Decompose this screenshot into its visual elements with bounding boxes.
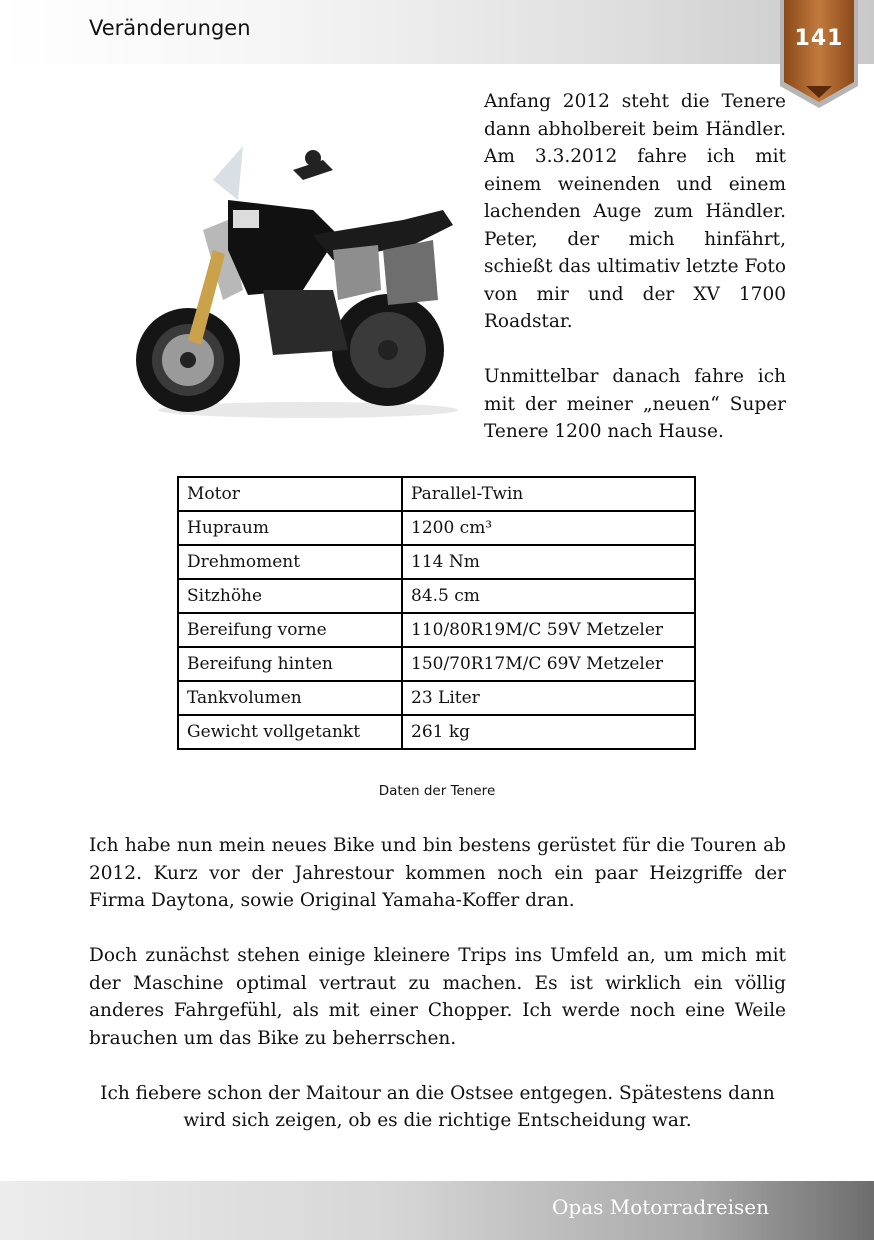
spec-label: Gewicht vollgetankt [178,715,402,749]
intro-paragraph: Anfang 2012 steht die Tenere dann abholbereit beim Händler. Am 3.3.2012 fahre ich mit einem weinenden und einem lachenden Auge zum Händler. Peter, der mich hinfährt, schießt das ultimativ letzte Foto von mir und der XV 1700 Roadstar. [484,91,786,332]
body-paragraph: Doch zunächst stehen einige kleinere Trips ins Umfeld an, um mich mit der Maschine optimal vertraut zu machen. Es ist wirklich ein völlig anderes Fahrgefühl, als mit einer Chopper. Ich werde noch eine Weile brauchen um das Bike zu beherrschen. [89,945,786,1049]
book-title: Opas Motorradreisen [552,1195,769,1219]
table-row [178,511,695,545]
page-number-tab [780,0,858,112]
spec-value: 110/80R19M/C 59V Metzeler [402,613,695,647]
intro-text [484,88,786,473]
spec-label: Sitzhöhe [178,579,402,613]
table-row [178,715,695,749]
table-row [178,647,695,681]
table-row [178,477,695,511]
spec-value: 261 kg [402,715,695,749]
intro-paragraph: Unmittelbar danach fahre ich mit der meiner „neuen“ Super Tenere 1200 nach Hause. [484,366,786,442]
spec-value: 1200 cm³ [402,511,695,545]
spec-value: 84.5 cm [402,579,695,613]
table-row [178,545,695,579]
spec-value: Parallel-Twin [402,477,695,511]
spec-value: 114 Nm [402,545,695,579]
table-row [178,681,695,715]
spec-label: Motor [178,477,402,511]
chapter-title: Veränderungen [89,16,251,40]
spec-value: 150/70R17M/C 69V Metzeler [402,647,695,681]
motorcycle-image [133,140,468,425]
body-paragraph: Ich fiebere schon der Maitour an die Ostsee entgegen. Spätestens dann wird sich zeigen, ob es die richtige Entscheidung war. [100,1082,775,1131]
spec-label: Bereifung hinten [178,647,402,681]
page-number: 141 [794,26,844,51]
spec-label: Hupraum [178,511,402,545]
table-caption: Daten der Tenere [378,783,496,799]
table-row [178,613,695,647]
spec-table [177,476,696,750]
spec-value: 23 Liter [402,681,695,715]
spec-label: Tankvolumen [178,681,402,715]
spec-label: Drehmoment [178,545,402,579]
body-text [89,832,786,1162]
spec-label: Bereifung vorne [178,613,402,647]
body-paragraph: Ich habe nun mein neues Bike und bin bestens gerüstet für die Touren ab 2012. Kurz vor der Jahrestour kommen noch ein paar Heizgriffe der Firma Daytona, sowie Original Yamaha-Koffer dran. [89,835,786,911]
table-row [178,579,695,613]
